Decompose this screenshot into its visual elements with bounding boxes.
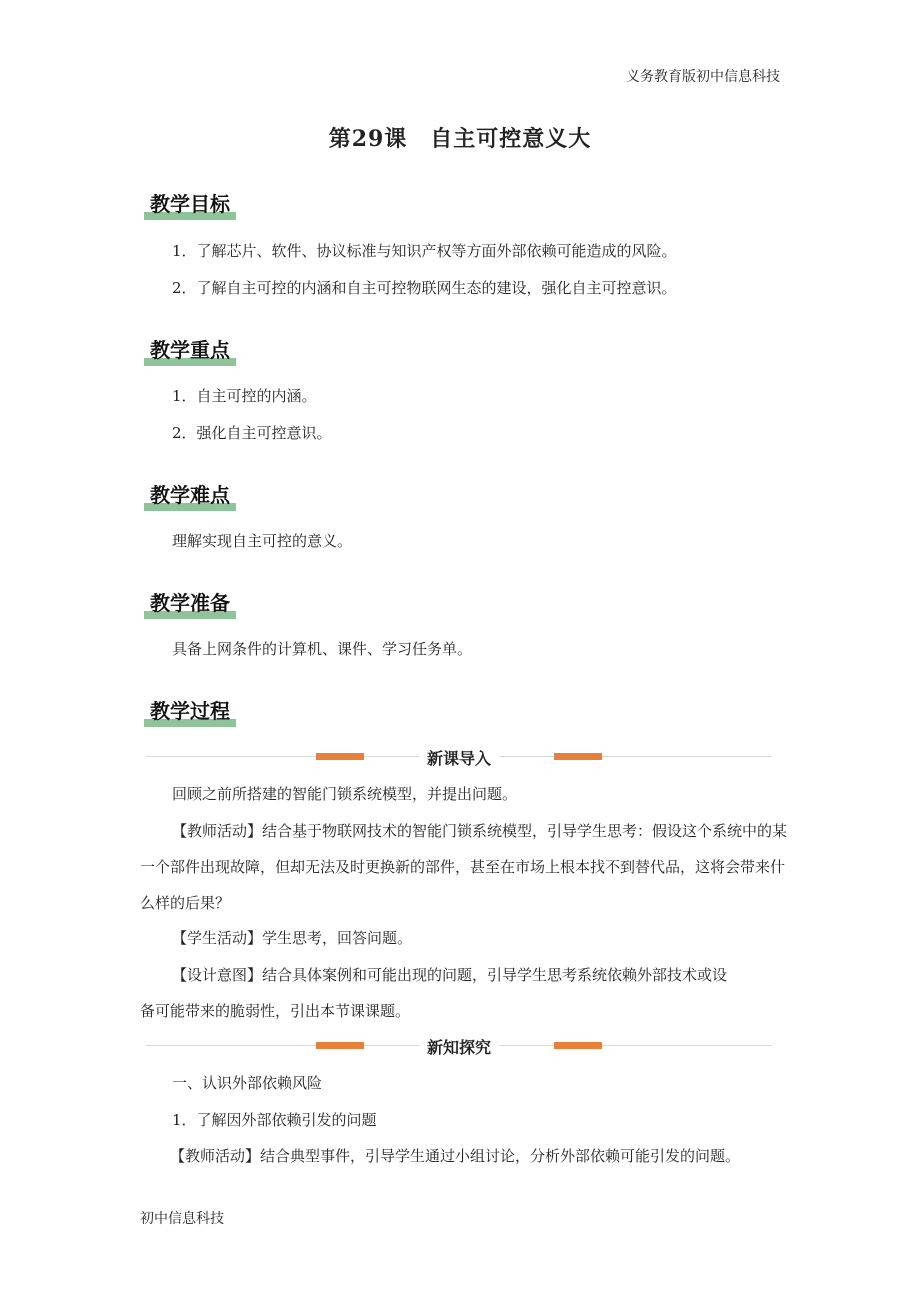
section-heading-goals: 教学目标 — [150, 188, 230, 217]
header-subject: 义务教育版初中信息科技 — [626, 69, 780, 85]
explore-sub-1: 1．了解因外部依赖引发的问题 — [172, 1111, 377, 1129]
key-point-item-1: 1．自主可控的内涵。 — [172, 387, 317, 405]
section-heading-key-points: 教学重点 — [150, 334, 230, 363]
divider-label-explore: 新知探究 — [419, 1038, 499, 1057]
intro-design-intent-line2: 备可能带来的脆弱性，引出本节课课题。 — [140, 1002, 411, 1020]
divider-explore — [146, 1038, 772, 1057]
section-heading-difficulties: 教学难点 — [150, 479, 230, 508]
intro-design-intent-line1: 【设计意图】结合具体案例和可能出现的问题，引导学生思考系统依赖外部技术或设 — [172, 966, 728, 984]
section-heading-process: 教学过程 — [150, 695, 230, 724]
explore-teacher-activity: 【教师活动】结合典型事件，引导学生通过小组讨论，分析外部依赖可能引发的问题。 — [170, 1147, 741, 1165]
intro-teacher-activity: 【教师活动】结合基于物联网技术的智能门锁系统模型，引导学生思考：假设这个系统中的某一个部件出现故障，但却无法及时更换新的部件，甚至在市场上根本找不到替代品，这将会带来什么样的后果？ — [140, 822, 788, 912]
preparation-item-1: 具备上网条件的计算机、课件、学习任务单。 — [172, 640, 473, 658]
page-title: 第29课 自主可控意义大 — [328, 126, 592, 152]
footer-subject: 初中信息科技 — [140, 1211, 224, 1227]
explore-part-1: 一、认识外部依赖风险 — [172, 1074, 323, 1092]
intro-review: 回顾之前所搭建的智能门锁系统模型，并提出问题。 — [172, 785, 518, 803]
intro-student-activity: 【学生活动】学生思考，回答问题。 — [172, 929, 413, 947]
difficulty-item-1: 理解实现自主可控的意义。 — [172, 532, 353, 550]
section-heading-preparation: 教学准备 — [150, 587, 230, 616]
divider-label-intro: 新课导入 — [419, 749, 499, 768]
goal-item-1: 1．了解芯片、软件、协议标准与知识产权等方面外部依赖可能造成的风险。 — [172, 242, 677, 260]
key-point-item-2: 2．强化自主可控意识。 — [172, 424, 332, 442]
goal-item-2: 2．了解自主可控的内涵和自主可控物联网生态的建设，强化自主可控意识。 — [172, 279, 677, 297]
divider-intro — [146, 749, 772, 768]
